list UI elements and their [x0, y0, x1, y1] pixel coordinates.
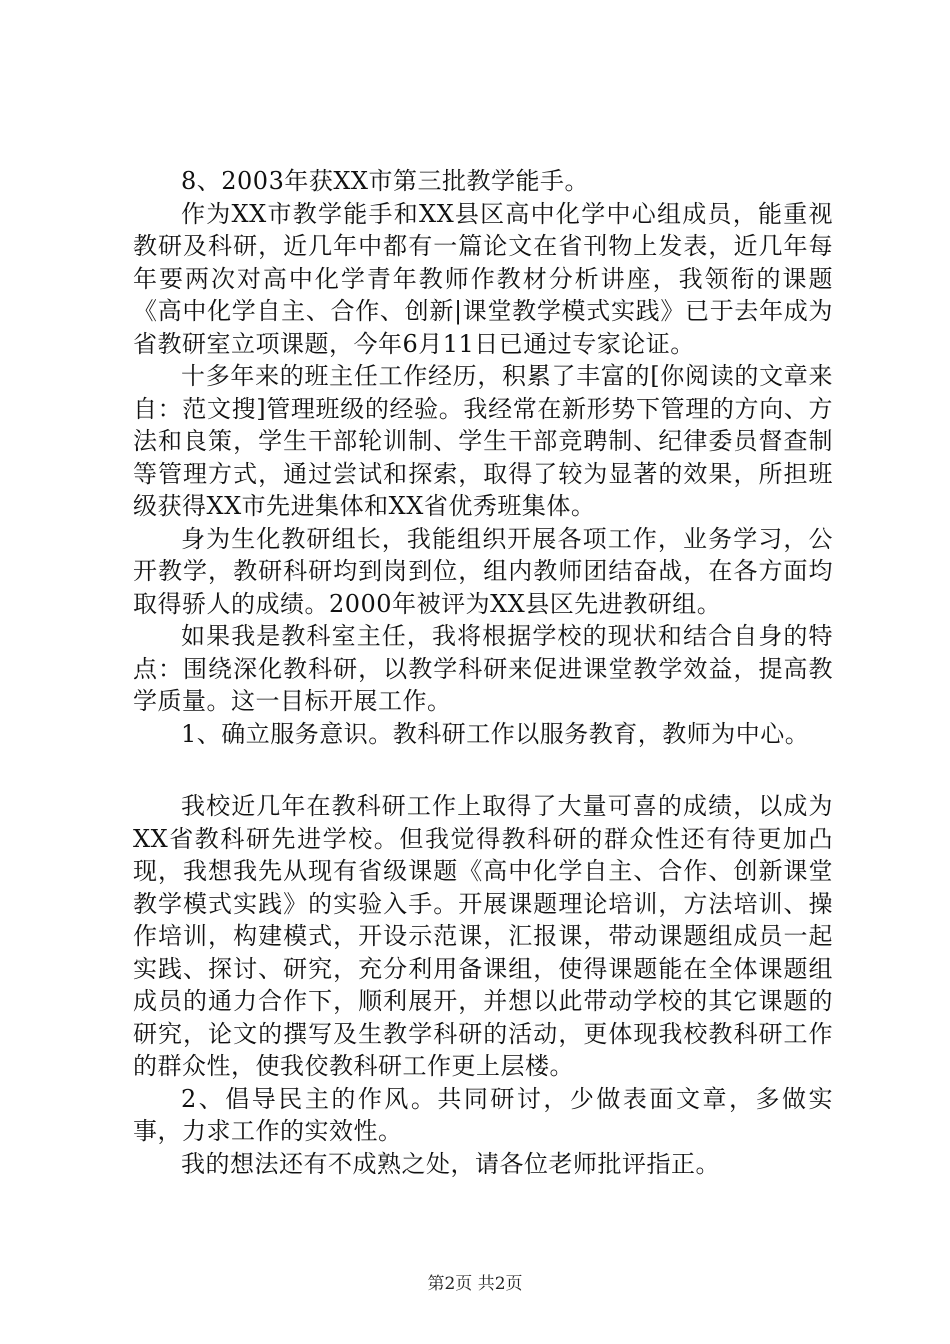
paragraph-point-1: 1、确立服务意识。教科研工作以服务教育，教师为中心。: [181, 719, 810, 748]
paragraph-school-achievements: 我校近几年在教科研工作上取得了大量可喜的成绩，以成为XX省教科研先进学校。但我觉得教科研的群众性还有待更加凸现，我想我先从现有省级课题《高中化学自主、合作、创新课堂教学模式实践》的实验入手。开展课题理论培训，方法培训、操作培训，构建模式，开设示范课，汇报课，带动课题组成员一起实践、探讨、研究，充分利用备课组，使得课题能在全体课题组成员的通力合作下，顺利展开，并想以此带动学校的其它课题的研究，论文的撰写及生教学科研的活动，更体现我校教科研工作的群众性，使我佼教科研工作更上层楼。: [133, 792, 833, 1080]
paragraph-plan-intro: 如果我是教科室主任，我将根据学校的现状和结合自身的特点：围绕深化教科研，以教学科研来促进课堂教学效益，提高教学质量。这一目标开展工作。: [133, 622, 833, 715]
paragraph-research: 作为XX市教学能手和XX县区高中化学中心组成员，能重视教研及科研，近几年中都有一篇论文在省刊物上发表，近几年每年要两次对高中化学青年教师作教材分析讲座，我领衔的课题《高中化学自主、合作、创新|课堂教学模式实践》已于去年成为省教研室立项课题，今年6月11日已通过专家论证。: [133, 199, 833, 358]
page-footer: 第2页 共2页: [427, 1274, 523, 1294]
paragraph-class-management: 十多年来的班主任工作经历，积累了丰富的[你阅读的文章来自：范文搜]管理班级的经验。我经常在新形势下管理的方向、方法和良策，学生干部轮训制、学生干部竞聘制、纪律委员督查制等管理方式，通过尝试和探索，取得了较为显著的效果，所担班级获得XX市先进集体和XX省优秀班集体。: [133, 362, 833, 520]
paragraph-research-group: 身为生化教研组长，我能组织开展各项工作，业务学习，公开教学，教研科研均到岗到位，组内教师团结奋战，在各方面均取得骄人的成绩。2000年被评为XX县区先进教研组。: [133, 524, 833, 618]
paragraph-award-2003: 8、2003年获XX市第三批教学能手。: [181, 167, 590, 195]
document-body: [133, 165, 833, 1180]
paragraph-closing: 我的想法还有不成熟之处，请各位老师批评指正。: [181, 1149, 720, 1178]
paragraph-spacer: [133, 750, 833, 790]
paragraph-point-2: 2、倡导民主的作风。共同研讨，少做表面文章，多做实事，力求工作的实效性。: [133, 1084, 833, 1145]
